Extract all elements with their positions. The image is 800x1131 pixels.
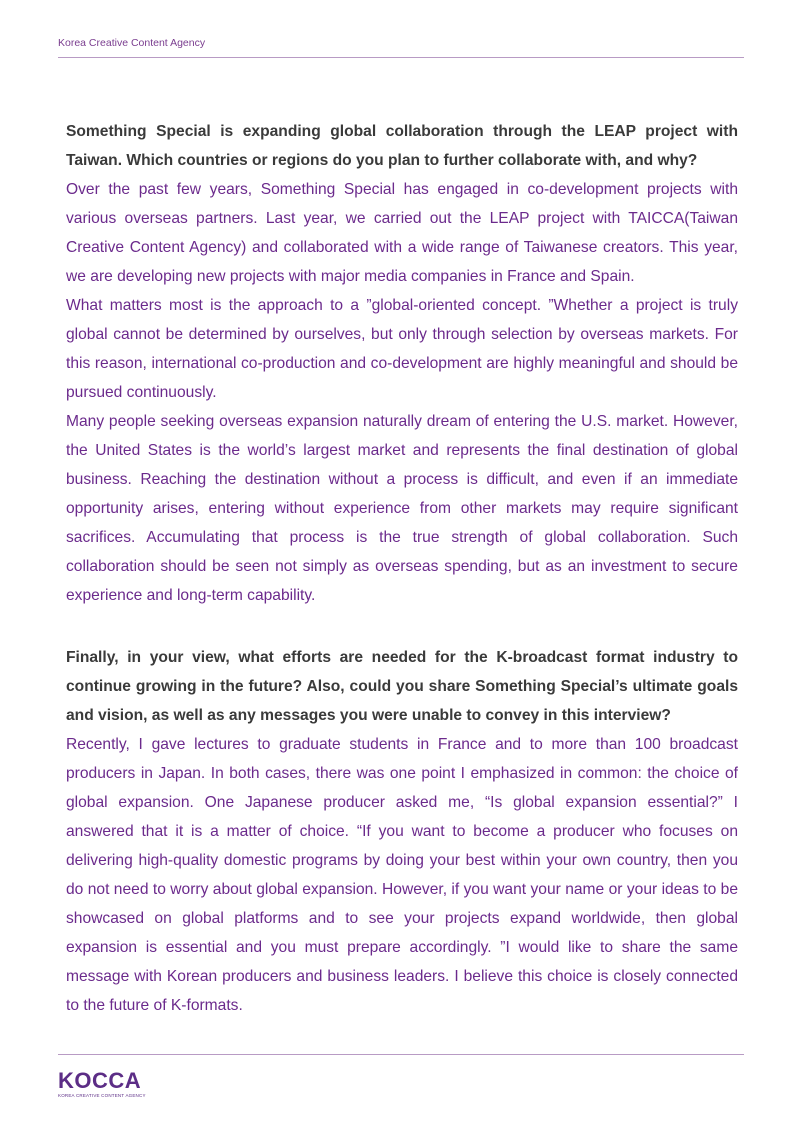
kocca-logo — [58, 1070, 146, 1098]
footer-divider — [58, 1054, 744, 1055]
logo-text: KOCCA — [58, 1068, 142, 1093]
header-title: Korea Creative Content Agency — [58, 37, 206, 49]
answer-1-paragraph-3: Many people seeking overseas expansion naturally dream of entering the U.S. market. However, the United States is the world’s largest market and represents the final destination of global business. Reaching the destination without a process is difficult, and even if an immediate opportunity arises, entering without experience from other markets may require significant sacrifices. Accumulating that process is the true strength of global collaboration. Such collaboration should be seen not simply as overseas spending, but as an investment to secure experience and long-term capability. — [66, 413, 738, 604]
answer-1-paragraph-2: What matters most is the approach to a ”global-oriented concept. ”Whether a project is truly global cannot be determined by ourselves, but only through selection by overseas markets. For this reason, international co-production and co-development are highly meaningful and should be pursued continuously. — [66, 297, 738, 401]
logo-subtext: KOREA CREATIVE CONTENT AGENCY — [58, 1093, 146, 1098]
question-1: Something Special is expanding global collaboration through the LEAP project with Taiwan. Which countries or regions do you plan to further collaborate with, and why? — [66, 123, 738, 169]
header-divider — [58, 57, 744, 58]
article-body — [66, 117, 738, 1020]
answer-1-paragraph-1: Over the past few years, Something Special has engaged in co-development projects with various overseas partners. Last year, we carried out the LEAP project with TAICCA(Taiwan Creative Content Agency) and collaborated with a wide range of Taiwanese creators. This year, we are developing new projects with major media companies in France and Spain. — [66, 181, 738, 285]
question-2: Finally, in your view, what efforts are needed for the K-broadcast format industry to continue growing in the future? Also, could you share Something Special’s ultimate goals and vision, as well as any messages you were unable to convey in this interview? — [66, 649, 738, 724]
answer-2-paragraph-1: Recently, I gave lectures to graduate students in France and to more than 100 broadcast producers in Japan. In both cases, there was one point I emphasized in common: the choice of global expansion. One Japanese producer asked me, “Is global expansion essential?” I answered that it is a matter of choice. “If you want to become a producer who focuses on delivering high-quality domestic programs by doing your best within your own country, then you do not need to worry about global expansion. However, if you want your name or your ideas to be showcased on global platforms and to see your projects expand worldwide, then global expansion is essential and you must prepare accordingly. ”I would like to share the same message with Korean producers and business leaders. I believe this choice is closely connected to the future of K-formats. — [66, 736, 738, 1014]
